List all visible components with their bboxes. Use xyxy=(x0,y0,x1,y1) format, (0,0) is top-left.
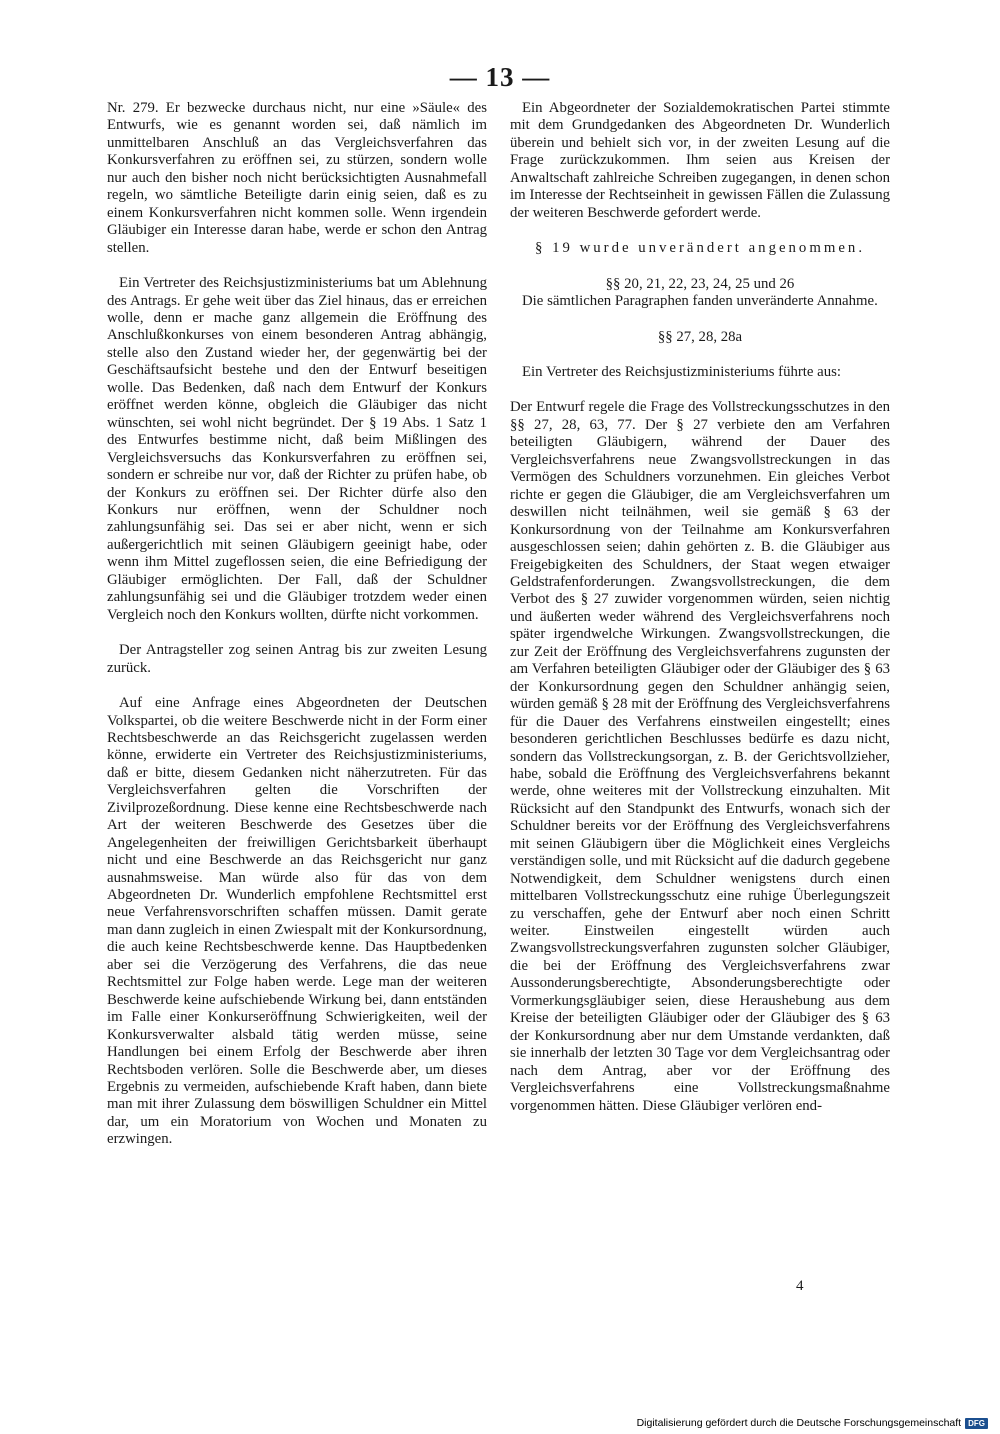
paragraph: Ein Abgeordneter der Sozialdemokratischen Partei stimmte mit dem Grundgedanken des Abgeordneten Dr. Wunderlich überein und behielt sich vor, in der zweiten Lesung auf die Frage zurückzukommen. Ihm seien aus Kreisen der Anwaltschaft zahlreiche Schreiben zugegangen, in denen schon im Interesse der Rechtseinheit in gewissen Fällen die Zulassung der weiteren Beschwerde gefordert werde. xyxy=(510,100,890,221)
dfg-logo-icon: DFG xyxy=(965,1418,988,1429)
paragraph: § 19 wurde unverändert angenommen. xyxy=(534,240,866,257)
footer xyxy=(637,1417,988,1429)
paragraph: Die sämtlichen Paragraphen fanden unveränderte Annahme. xyxy=(522,293,878,310)
signature-mark: 4 xyxy=(796,1278,804,1294)
section-heading: §§ 27, 28, 28a xyxy=(657,328,743,345)
paragraph: Auf eine Anfrage eines Abgeordneten der Deutschen Volkspartei, ob die weitere Beschwerde nicht in der Form einer Rechtsbeschwerde an das Reichsgericht zugelassen werden könne, erwiderte ein Vertreter des Reichsjustizministeriums, daß er bitte, diesem Gedanken nicht näherzutreten. Für das Vergleichsverfahren gelten die Vorschriften der Zivilprozeßordnung. Diese kenne eine Rechtsbeschwerde nach Art der weiteren Beschwerde des Gesetzes über die Angelegenheiten der freiwilligen Gerichtsbarkeit überhaupt nicht und eine Beschwerde an das Reichsgericht nur ganz ausnahmsweise. Man würde also für das von dem Abgeordneten Dr. Wunderlich empfohlene Rechtsmittel erst neue Verfahrensvorschriften schaffen müssen. Damit gerate man dann zugleich in einen Zwiespalt mit der Konkursordnung, die auch keine Rechtsbeschwerde kenne. Das Hauptbedenken aber sei die Verzögerung des Verfahrens, die das neue Rechtsmittel zur Folge haben werde. Lege man der weiteren Beschwerde keine aufschiebende Wirkung bei, dann entständen im Falle einer Konkurseröffnung Schwierigkeiten, weil der Konkursverwalter alsbald tätig werden müsse, seine Handlungen bei einem Erfolg der Beschwerde aber ihren Rechtsboden verlören. Solle die Beschwerde aber, um dieses Ergebnis zu vermeiden, aufschiebende Kraft haben, dann biete man mit ihrer Zulassung dem böswilligen Schuldner ein Mittel dar, um ein Moratorium von Wochen und Monaten zu erzwingen. xyxy=(107,695,487,1148)
paragraph: Ein Vertreter des Reichsjustizministeriums führte aus: xyxy=(522,363,842,380)
paragraph: Der Entwurf regele die Frage des Vollstreckungsschutzes in den §§ 27, 28, 63, 77. Der § 27 verbiete den am Verfahren beteiligten Gläubigern, während der Dauer des Vergleichsverfahrens neue Zwangsvollstreckungen in das Vermögen des Schuldners vorzunehmen. Ein gleiches Verbot richte er gegen die Gläubiger, die am Vergleichsverfahren um deswillen nicht teilnähmen, weil sie gemäß § 63 der Konkursordnung von der Teilnahme am Konkursverfahren ausgeschlossen seien; dahin gehörten z. B. die Gläubiger aus Freigebigkeiten des Schuldners, der Staat wegen etwaiger Geldstrafenforderungen. Zwangsvollstreckungen, die dem Verbot des § 27 zuwider vorgenommen würden, seien nichtig und äußerten weder während des Vergleichsverfahrens noch später irgendwelche Wirkungen. Zwangsvollstreckungen, die zur Zeit der Eröffnung des Vergleichsverfahrens zugunsten der am Verfahren beteiligten Gläubiger oder der Gläubiger des § 63 der Konkursordnung gegen den Schuldner anhängig seien, würden gemäß § 28 mit der Eröffnung des Vergleichsverfahrens für die Dauer des Verfahrens einstweilen eingestellt; eines besonderen gerichtlichen Beschlusses bedürfe es dazu nicht, sondern das Vollstreckungsorgan, z. B. der Gerichtsvollzieher, habe, sobald die Eröffnung des Vergleichsverfahrens bekannt werde, ohne weiteres mit der Vollstreckung einzuhalten. Mit Rücksicht auf den Standpunkt des Entwurfs, wonach sich der Schuldner bereits vor der Eröffnung des Vergleichsverfahrens mit seinen Gläubigern über die Möglichkeit eines Vergleichs verständigen solle, und mit Rücksicht auf die dadurch gegebene Notwendigkeit, dem Schuldner wenigstens durch einen mittelbaren Vollstreckungsschutz eine ruhige Überlegungszeit zu verschaffen, gehe der Entwurf aber noch einen Schritt weiter. Einstweilen eingestellt würden auch Zwangsvollstreckungsverfahren zugunsten solcher Gläubiger, die bei der Eröffnung des Vergleichsverfahrens zwar Aussonderungsberechtigte, Absonderungsberechtigte oder Vormerkungsgläubiger seien, diese Heraushebung aus dem Kreise der beteiligten Gläubiger oder der Gläubiger des § 63 der Konkursordnung aber nur dem Umstande verdankten, daß sie innerhalb der letzten 30 Tage vor dem Vergleichsantrag oder nach dem Antrag, aber vor der Eröffnung des Vergleichsverfahrens eine Vollstreckungsmaßnahme vorgenommen hätten. Diese Gläubiger verlören end- xyxy=(510,399,890,1114)
paragraph: Ein Vertreter des Reichsjustizministeriums bat um Ablehnung des Antrags. Er gehe weit über das Ziel hinaus, das er erreichen wolle, denn er mache ganz allgemein die Eröffnung des Anschlußkonkurses von einem besonderen Antrag abhängig, stelle also den Zustand wieder her, der gegenwärtig bei der Geschäftsaufsicht bestehe und den der Entwurf beseitigen wolle. Das Bedenken, daß nach dem Entwurf der Konkurs eröffnet werden könne, obgleich die Gläubiger das nicht wünschten, sei wohl nicht begründet. Der § 19 Abs. 1 Satz 1 des Entwurfes bestimme nicht, daß beim Mißlingen des Vergleichsversuchs das Konkursverfahren zu eröffnen sei, sondern er schreibe nur vor, daß der Richter zu prüfen habe, ob der Konkurs zu eröffnen sei. Der Richter dürfe also den Konkurs nur eröffnen, wenn der Schuldner noch zahlungsunfähig sei. Das sei er aber nicht, wenn er sich außergerichtlich mit seinen Gläubigern geeinigt habe, oder wenn ihm Mittel zugeflossen seien, die eine Befriedigung der Gläubiger ermöglichten. Der Fall, daß der Schuldner zahlungsunfähig sei und die Gläubiger trotzdem weder einen Vergleich noch den Konkurs wollten, dürfte nicht vorkommen. xyxy=(107,275,487,623)
paragraph: Nr. 279. Er bezwecke durchaus nicht, nur eine »Säule« des Entwurfs, wie es genannt worden sei, daß nämlich im unmittelbaren Anschluß an das Vergleichsverfahren das Konkursverfahren zu eröffnen sei, zu stürzen, sondern wolle nur auch den bisher noch nicht berücksichtigten Ausnahmefall regeln, wo sämtliche Beteiligte darin einig seien, daß es zu einem Konkursverfahren nicht kommen solle. Wenn irgendein Gläubiger ein Interesse daran habe, werde er schon den Antrag stellen. xyxy=(107,100,487,256)
section-heading: §§ 20, 21, 22, 23, 24, 25 und 26 xyxy=(605,275,795,292)
left-column xyxy=(107,100,487,1149)
right-column xyxy=(510,100,890,1115)
paragraph: Der Antragsteller zog seinen Antrag bis zur zweiten Lesung zurück. xyxy=(107,642,487,676)
page-number: — 13 — xyxy=(449,62,551,92)
footer-text: Digitalisierung gefördert durch die Deutsche Forschungsgemeinschaft xyxy=(636,1417,962,1429)
